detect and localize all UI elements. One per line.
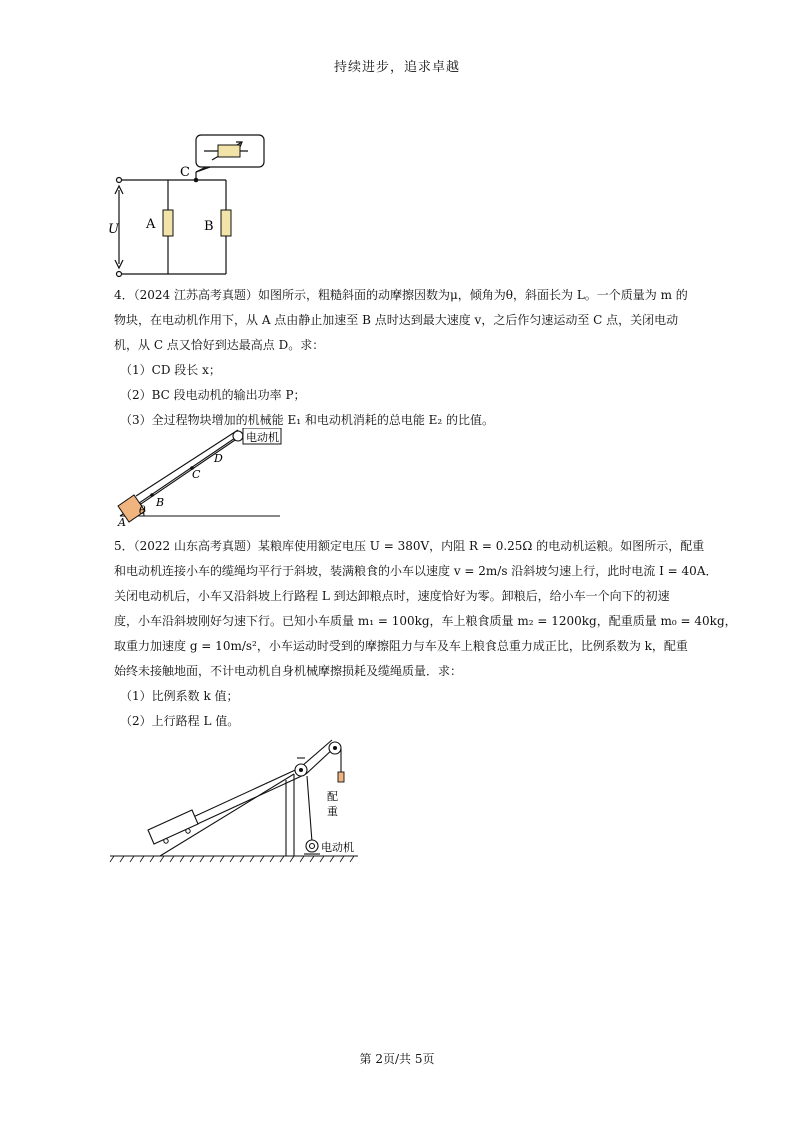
incline-figure	[110, 428, 290, 528]
q5-sub: （2）上行路程 L 值。	[120, 714, 240, 728]
label-c: C	[192, 468, 201, 481]
question-4	[114, 283, 688, 433]
label-b: B	[204, 219, 214, 234]
q5-sub: （1）比例系数 k 值；	[120, 689, 239, 703]
label-d: D	[214, 452, 223, 465]
q4-line: 物块，在电动机作用下，从 A 点由静止加速至 B 点时达到最大速度 v，之后作匀速运动至 C 点，关闭电动	[114, 313, 679, 327]
question-5	[114, 534, 737, 734]
label-a: A	[118, 516, 126, 528]
q4-sub: （3）全过程物块增加的机械能 E₁ 和电动机消耗的总电能 E₂ 的比值。	[120, 413, 495, 427]
motor-label: 电动机	[321, 841, 354, 854]
q5-line: 5．（2022 山东高考真题）某粮库使用额定电压 U = 380V，内阻 R = 0.25Ω 的电动机运粮。如图所示，配重	[114, 539, 705, 553]
q4-line: 4．（2024 江苏高考真题）如图所示，粗糙斜面的动摩擦因数为μ，倾角为θ，斜面长为 L。一个质量为 m 的	[114, 288, 688, 302]
q5-line: 度，小车沿斜坡刚好匀速下行。已知小车质量 m₁ = 100kg，车上粮食质量 m₂ = 1200kg，配重质量 m₀ = 40kg，	[114, 614, 737, 628]
counterweight-label-2: 重	[327, 805, 338, 818]
q5-line: 和电动机连接小车的缆绳均平行于斜坡，装满粮食的小车以速度 v = 2m/s 沿斜坡匀速上行，此时电流 I = 40A．	[114, 564, 718, 578]
label-b: B	[156, 496, 165, 509]
counterweight-label-1: 配	[327, 790, 338, 803]
q5-line: 始终未接触地面，不计电动机自身机械摩擦损耗及缆绳质量．求：	[114, 664, 463, 678]
label-c: C	[180, 165, 190, 180]
label-a: A	[146, 217, 156, 232]
label-theta: θ	[139, 504, 146, 517]
q4-line: 机，从 C 点又恰好到达最高点 D。求：	[114, 338, 325, 352]
q4-sub: （2）BC 段电动机的输出功率 P；	[120, 388, 306, 402]
circuit-figure	[108, 130, 278, 280]
label-u: U	[108, 222, 119, 237]
slope-cart-figure	[108, 738, 368, 868]
q5-line: 关闭电动机后，小车又沿斜坡上行路程 L 到达卸粮点时，速度恰好为零。卸粮后，给小车一个向下的初速	[114, 589, 670, 603]
page-header: 持续进步，追求卓越	[333, 60, 460, 75]
q4-sub: （1）CD 段长 x；	[120, 363, 221, 377]
q5-line: 取重力加速度 g = 10m/s²，小车运动时受到的摩擦阻力与车及车上粮食总重力成正比，比例系数为 k，配重	[114, 639, 688, 653]
motor-label: 电动机	[246, 431, 279, 444]
page-footer: 第 2页/共 5页	[359, 1052, 435, 1066]
